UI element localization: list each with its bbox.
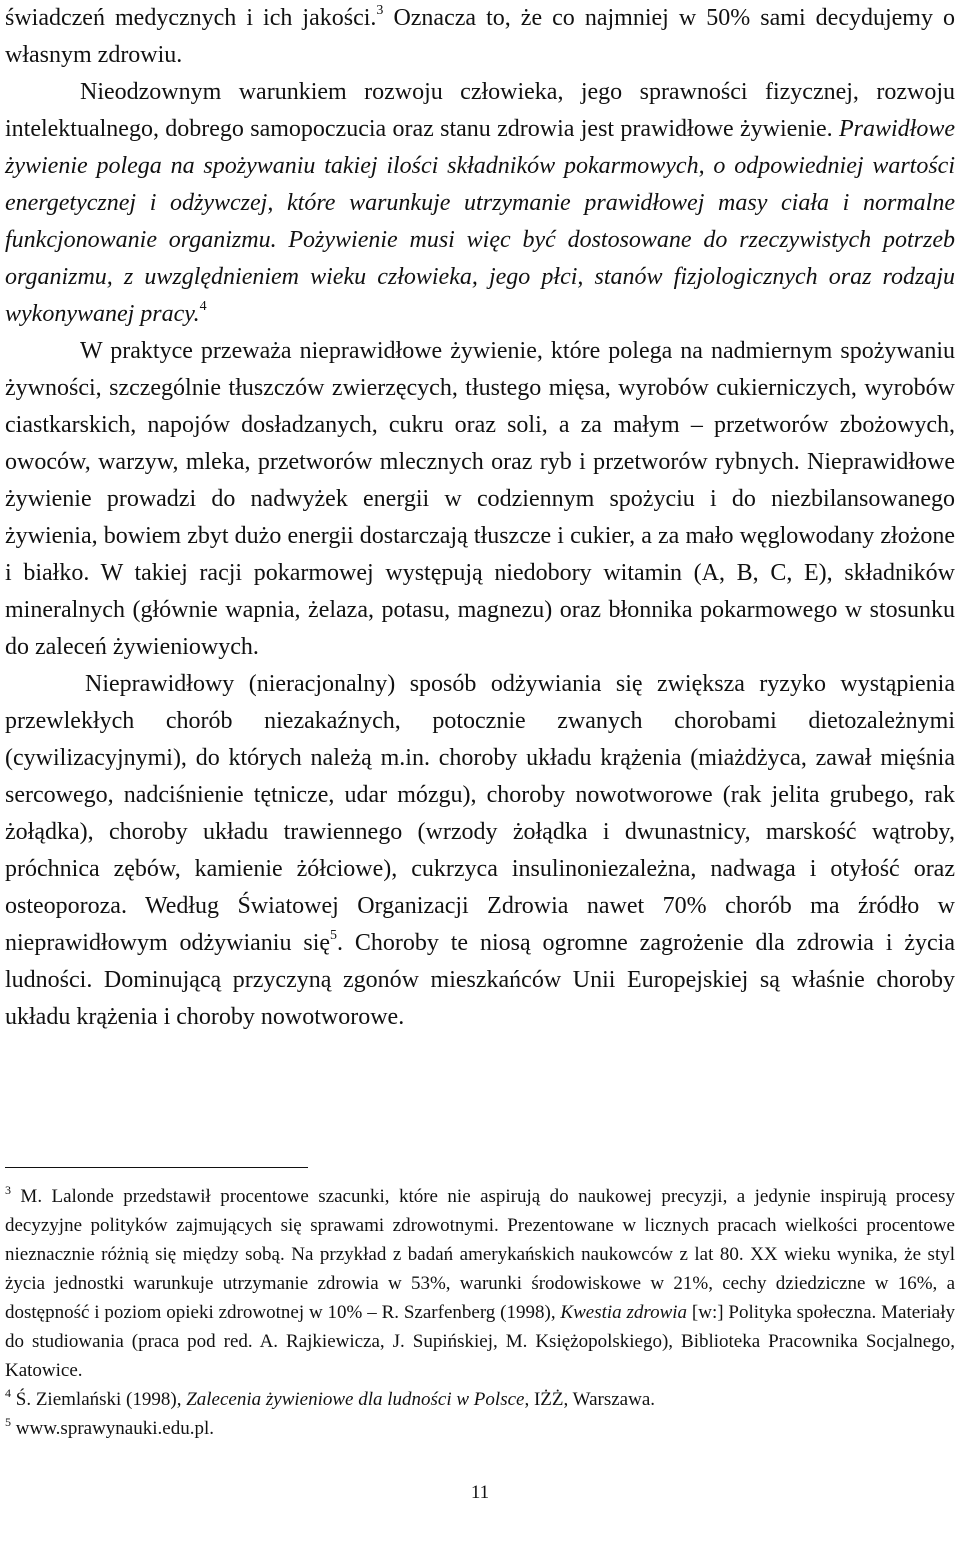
paragraph-1 (5, 0, 955, 74)
paragraph-4-text-b: . Choroby te niosą ogromne zagrożenie dla zdrowia i życia ludności. Dominującą przyczyną zgonów mieszkańców Unii Europejskiej są właśnie choroby układu krążenia i choroby nowotworowe. (5, 930, 956, 1030)
footnote-4-number: 4 (5, 1386, 11, 1400)
footnotes (5, 1182, 955, 1443)
paragraph-2-text: Nieodzownym warunkiem rozwoju człowieka, jego sprawności fizycznej, rozwoju intelektualnego, dobrego samopoczucia oraz stanu zdrowia jest prawidłowe żywienie. (5, 79, 955, 142)
main-text (5, 0, 955, 1036)
footnote-4-italic-title: Zalecenia żywieniowe dla ludności w Polsce (186, 1389, 525, 1410)
paragraph-1-text-a: świadczeń medycznych i ich jakości. (5, 5, 377, 31)
paragraph-2 (5, 74, 955, 333)
footnote-4 (5, 1385, 955, 1414)
footnote-ref-4[interactable]: 4 (199, 299, 207, 314)
footnote-ref-3[interactable]: 3 (376, 3, 384, 18)
footnote-4-text-b: , IŻŻ, Warszawa. (524, 1389, 656, 1410)
footnote-5 (5, 1414, 955, 1443)
footnote-separator (5, 1167, 308, 1168)
footnote-3-text-b: [w:] Polityka społeczna. Materiały do studiowania (praca pod red. A. Rajkiewicza, J. Supińskiej, M. Księżopolskiego), Biblioteka Pracownika Socjalnego, Katowice. (5, 1302, 955, 1381)
paragraph-4 (5, 666, 955, 1036)
paragraph-1-text-b: Oznacza to, że co najmniej w 50% sami decydujemy o własnym zdrowiu. (5, 5, 955, 68)
paragraph-4-text-a: Nieprawidłowy (nieracjonalny) sposób odżywiania się zwiększa ryzyko wystąpienia przewlekłych chorób niezakaźnych, potocznie zwanych chorobami dietozależnymi (cywilizacyjnymi), do których należą m.in. choroby układu krążenia (miażdżyca, zawał mięśnia sercowego, nadciśnienie tętnicze, udar mózgu), choroby nowotworowe (rak jelita grubego, rak żołądka), choroby układu trawiennego (wrzody żołądka i dwunastnicy, marskość wątroby, próchnica zębów, kamienie żółciowe), cukrzyca insulinoniezależna, nadwaga i otyłość oraz osteoporoza. Według Światowej Organizacji Zdrowia nawet 70% chorób ma źródło w nieprawidłowym odżywianiu się (5, 671, 955, 956)
footnote-ref-5[interactable]: 5 (330, 928, 338, 943)
footnote-4-text-a: Ś. Ziemlański (1998), (11, 1389, 187, 1410)
footnote-3-italic-title: Kwestia zdrowia (560, 1302, 688, 1323)
footnote-3-number: 3 (5, 1183, 11, 1197)
footnote-5-link-text: www.sprawynauki.edu.pl. (11, 1418, 214, 1439)
page-number: 11 (470, 1482, 490, 1503)
footnote-3-text-a: M. Lalonde przedstawił procentowe szacunki, które nie aspirują do naukowej precyzji, a jedynie inspirują procesy decyzyjne polityków zajmujących się sprawami zdrowotnymi. Prezentowane w licznych pracach wielkości procentowe nieznacznie różnią się między sobą. Na przykład z badań amerykańskich naukowców z lat 80. XX wieku wynika, że styl życia jednostki warunkuje utrzymanie zdrowia w 53%, warunki środowiskowe w 21%, cechy dziedziczne w 16%, a dostępność i poziom opieki zdrowotnej w 10% – R. Szarfenberg (1998), (5, 1186, 955, 1323)
footnote-5-number: 5 (5, 1415, 11, 1429)
footnote-3 (5, 1182, 955, 1385)
paragraph-2-italic-definition: Prawidłowe żywienie polega na spożywaniu takiej ilości składników pokarmowych, o odpowiedniej wartości energetycznej i odżywczej, które warunkuje utrzymanie prawidłowej masy ciała i normalne funkcjonowanie organizmu. Pożywienie musi więc być dostosowane do rzeczywistych potrzeb organizmu, z uwzględnieniem wieku człowieka, jego płci, stanów fizjologicznych oraz rodzaju wykonywanej pracy. (5, 116, 955, 327)
paragraph-3: W praktyce przeważa nieprawidłowe żywienie, które polega na nadmiernym spożywaniu żywności, szczególnie tłuszczów zwierzęcych, tłustego mięsa, wyrobów cukierniczych, wyrobów ciastkarskich, napojów dosładzanych, cukru oraz soli, a za małym – przetworów zbożowych, owoców, warzyw, mleka, przetworów mlecznych oraz ryb i przetworów rybnych. Nieprawidłowe żywienie prowadzi do nadwyżek energii w codziennym spożyciu i do niezbilansowanego żywienia, bowiem zbyt dużo energii dostarczają tłuszcze i cukier, a za mało węglowodany złożone i białko. W takiej racji pokarmowej występują niedobory witamin (A, B, C, E), składników mineralnych (głównie wapnia, żelaza, potasu, magnezu) oraz błonnika pokarmowego w stosunku do zaleceń żywieniowych. (5, 338, 955, 660)
